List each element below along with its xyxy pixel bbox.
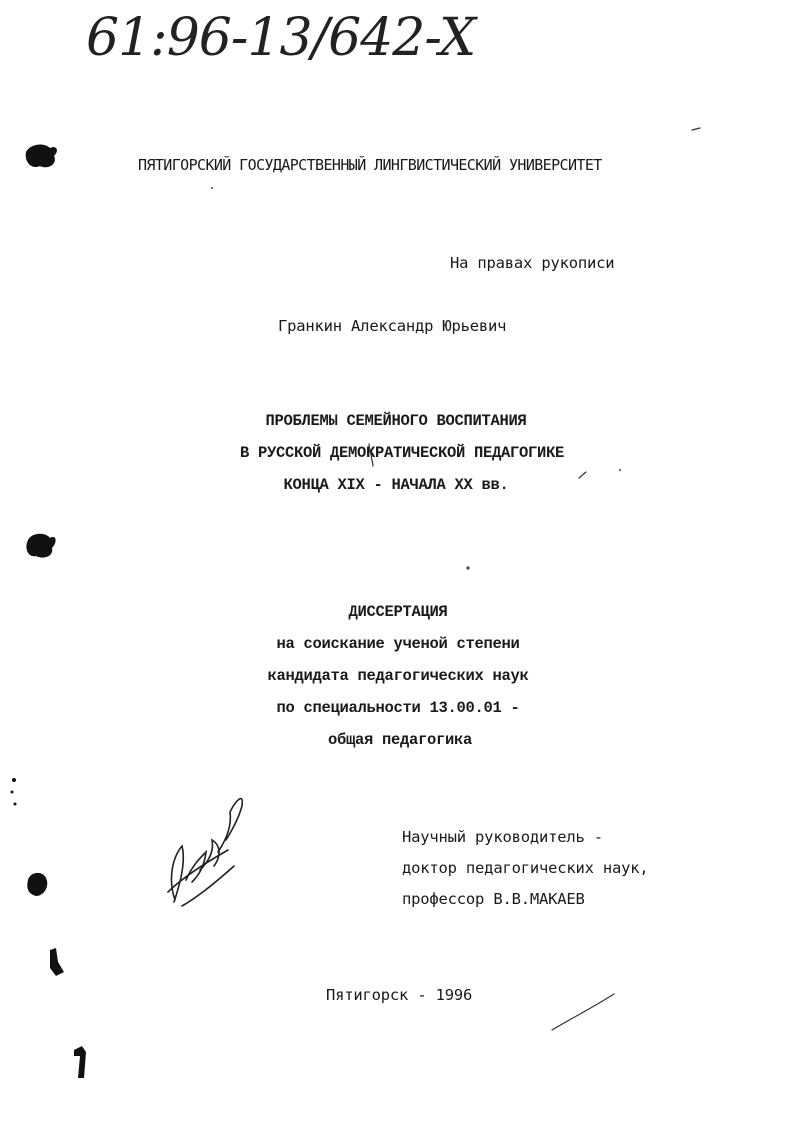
dissertation-line-2: кандидата педагогических наук [267, 667, 529, 685]
binding-hole-marks [11, 145, 87, 1078]
supervisor-line-1: Научный руководитель - [402, 828, 603, 846]
dissertation-line-4: общая педагогика [327, 731, 473, 749]
title-line-2: В РУССКОЙ ДЕМОКРАТИЧЕСКОЙ ПЕДАГОГИКЕ [239, 444, 565, 462]
author-name: Гранкин Александр Юрьевич [278, 317, 507, 335]
university-name: ПЯТИГОРСКИЙ ГОСУДАРСТВЕННЫЙ ЛИНГВИСТИЧЕСКИЙ УНИВЕРСИТЕТ [138, 156, 602, 174]
supervisor-line-3: профессор В.В.МАКАЕВ [402, 890, 585, 908]
handwritten-catalog-number: 61:96-13/642-X [86, 8, 476, 68]
supervisor-line-2: доктор педагогических наук, [402, 859, 649, 877]
handwritten-signature [168, 799, 242, 906]
rights-note: На правах рукописи [450, 254, 615, 272]
scan-specks [211, 187, 621, 570]
pen-marks [369, 128, 700, 1030]
title-line-3: КОНЦА XIX - НАЧАЛА XX вв. [283, 476, 509, 494]
place-year: Пятигорск - 1996 [326, 986, 473, 1004]
title-line-1: ПРОБЛЕМЫ СЕМЕЙНОГО ВОСПИТАНИЯ [265, 412, 527, 430]
dissertation-line-3: по специальности 13.00.01 - [276, 699, 520, 717]
dissertation-heading: ДИССЕРТАЦИЯ [348, 603, 448, 621]
dissertation-line-1: на соискание ученой степени [276, 635, 520, 653]
